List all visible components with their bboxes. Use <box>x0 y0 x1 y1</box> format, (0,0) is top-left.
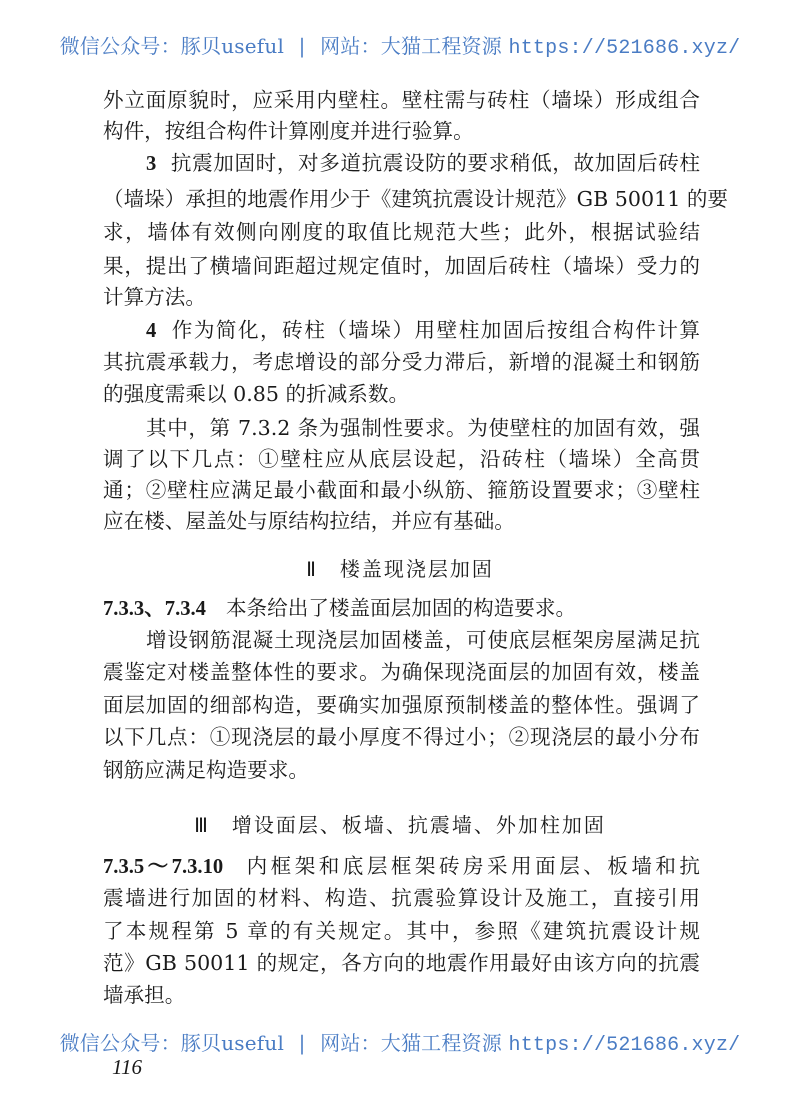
watermark-footer <box>0 1027 800 1057</box>
text-line: 钢筋应满足构造要求。 <box>103 758 309 782</box>
paragraph-item-3 <box>146 149 700 178</box>
section-number: Ⅱ <box>306 559 318 581</box>
text-line: 调了以下几点：①壁柱应从底层设起，沿砖柱（墙垛）全高贯 <box>103 447 700 471</box>
text-line: 了本规程第 5 章的有关规定。其中，参照《建筑抗震设计规 <box>103 919 700 943</box>
item-number: 4 <box>146 320 157 342</box>
text-line: 以下几点：①现浇层的最小厚度不得过小；②现浇层的最小分布 <box>103 725 700 749</box>
clause-number: 7.3.3、7.3.4 <box>103 598 206 620</box>
text-line: 构件，按组合构件计算刚度并进行验算。 <box>103 119 474 143</box>
clause-7-3-3 <box>103 594 700 623</box>
section-title: 增设面层、板墙、抗震墙、外加柱加固 <box>231 813 606 837</box>
text-line: 本条给出了楼盖面层加固的构造要求。 <box>225 596 577 620</box>
text-line: 计算方法。 <box>103 285 206 309</box>
text-line: 的强度需乘以 0.85 的折减系数。 <box>103 382 410 406</box>
watermark-account: 微信公众号：豚贝useful <box>59 34 285 58</box>
watermark-account: 微信公众号：豚贝useful <box>59 1031 285 1055</box>
text-line: 求，墙体有效侧向刚度的取值比规范大些；此外，根据试验结 <box>103 220 700 244</box>
text-line: 震墙进行加固的材料、构造、抗震验算设计及施工，直接引用 <box>103 886 700 910</box>
text-line: （墙垛）承担的地震作用少于《建筑抗震设计规范》GB 50011 的要 <box>103 187 729 211</box>
text-line: 通；②壁柱应满足最小截面和最小纵筋、箍筋设置要求；③壁柱 <box>103 478 700 502</box>
paragraph-item-4 <box>146 316 700 345</box>
section-number: Ⅲ <box>194 815 210 837</box>
clause-7-3-5 <box>103 852 700 881</box>
clause-number: 7.3.5～7.3.10 <box>103 856 224 878</box>
watermark-separator: | <box>298 1031 306 1055</box>
text-line: 震鉴定对楼盖整体性的要求。为确保现浇面层的加固有效，楼盖 <box>103 660 700 684</box>
text-line: 范》GB 50011 的规定，各方向的地震作用最好由该方向的抗震 <box>103 951 700 975</box>
text-line: 墙承担。 <box>103 983 186 1007</box>
section-heading-3 <box>0 809 800 838</box>
text-line: 应在楼、屋盖处与原结构拉结，并应有基础。 <box>103 509 515 533</box>
text-line: 面层加固的细部构造，要确实加强原预制楼盖的整体性。强调了 <box>103 693 700 717</box>
watermark-separator: | <box>298 34 306 58</box>
watermark-site: 网站：大猫工程资源 <box>320 34 502 58</box>
section-heading-2 <box>0 553 800 582</box>
text-line: 果，提出了横墙间距超过规定值时，加固后砖柱（墙垛）受力的 <box>103 254 700 278</box>
watermark-url[interactable]: https://521686.xyz/ <box>508 37 741 60</box>
text-line: 其中，第 7.3.2 条为强制性要求。为使壁柱的加固有效，强 <box>146 416 700 440</box>
text-line: 外立面原貌时，应采用内壁柱。壁柱需与砖柱（墙垛）形成组合 <box>103 88 700 112</box>
watermark-site: 网站：大猫工程资源 <box>320 1031 502 1055</box>
watermark-url[interactable]: https://521686.xyz/ <box>508 1034 741 1057</box>
text-line: 作为简化，砖柱（墙垛）用壁柱加固后按组合构件计算 <box>170 318 700 342</box>
watermark-header <box>0 30 800 60</box>
item-number: 3 <box>146 153 157 175</box>
text-line: 抗震加固时，对多道抗震设防的要求稍低，故加固后砖柱 <box>170 151 700 175</box>
text-line: 增设钢筋混凝土现浇层加固楼盖，可使底层框架房屋满足抗 <box>146 628 700 652</box>
section-title: 楼盖现浇层加固 <box>339 557 494 581</box>
text-line: 内框架和底层框架砖房采用面层、板墙和抗 <box>243 854 701 878</box>
page-number: 116 <box>112 1055 142 1079</box>
text-line: 其抗震承载力，考虑增设的部分受力滞后，新增的混凝土和钢筋 <box>103 350 700 374</box>
